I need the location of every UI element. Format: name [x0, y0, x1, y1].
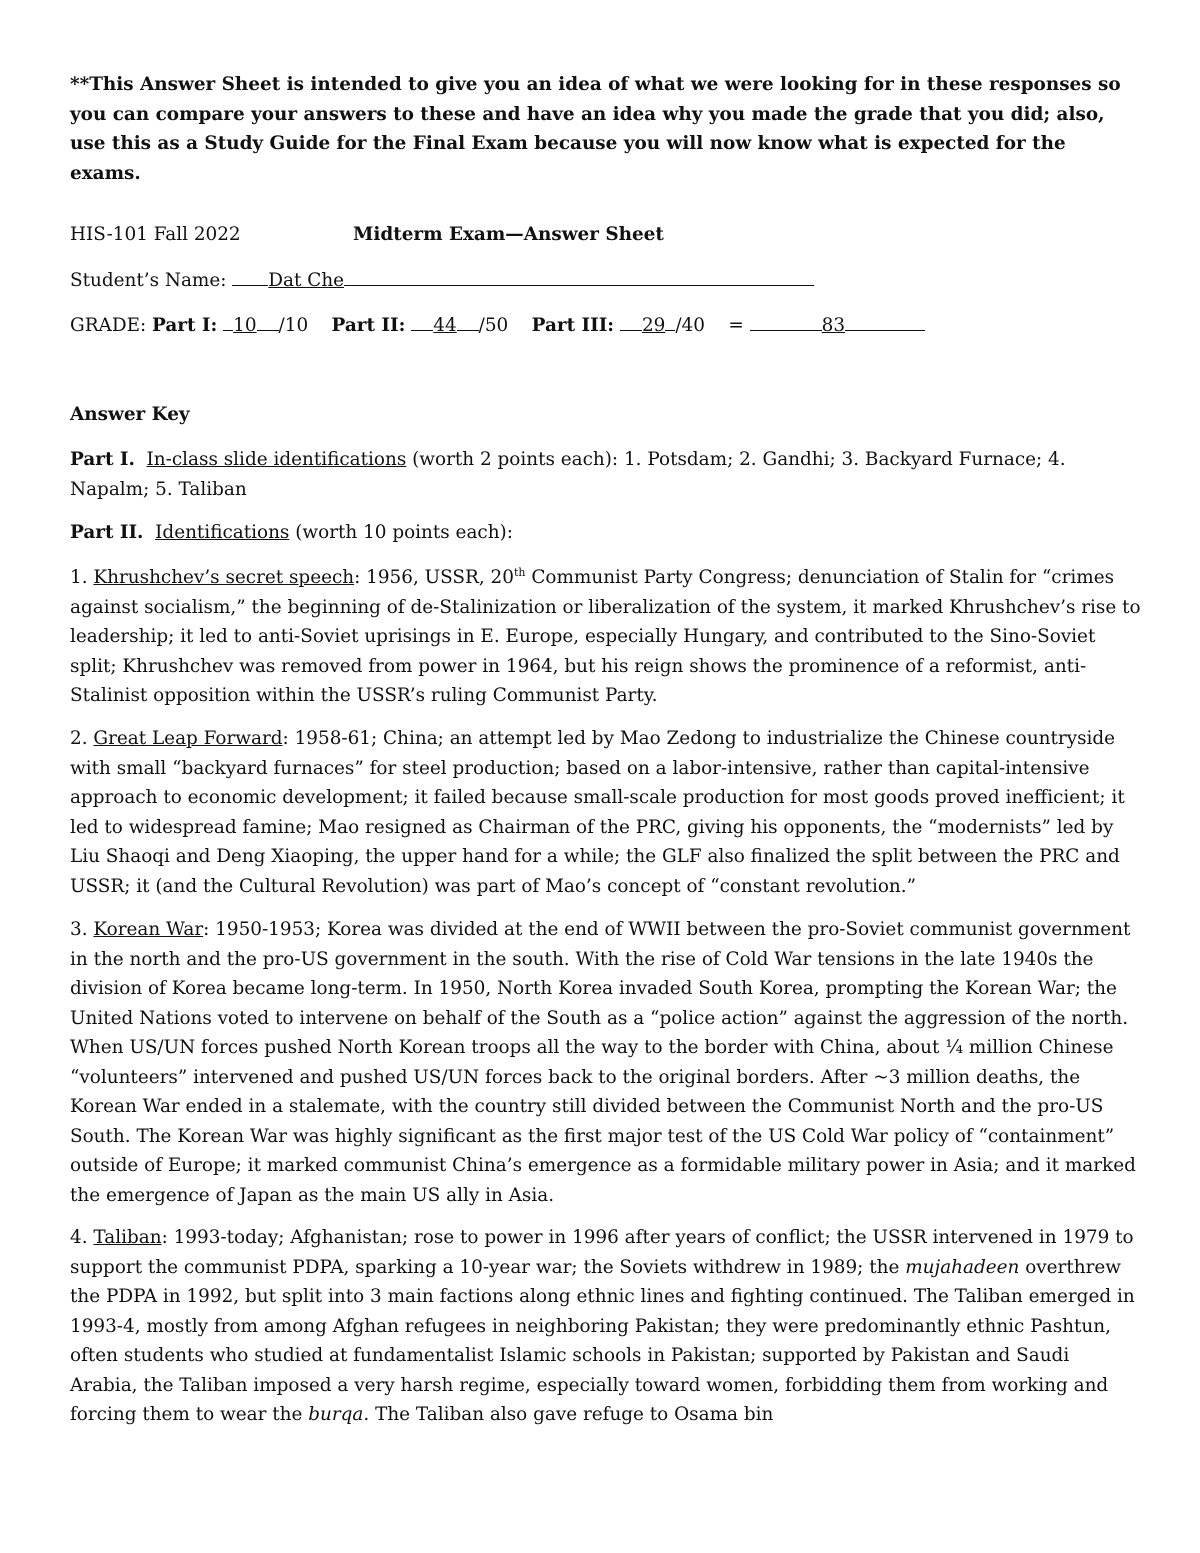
name-blank-right [344, 265, 814, 286]
grade-total-blank-right [845, 310, 925, 331]
item-term: Taliban [93, 1227, 162, 1248]
grade-part1-score: 10 [233, 315, 257, 336]
grade-part2-label: Part II: [331, 315, 406, 336]
student-name-value: Dat Che [268, 270, 345, 291]
item-text: : 1956, USSR, 20 [354, 567, 514, 588]
grade-part3-total: /40 [675, 315, 705, 336]
item-number: 4. [70, 1227, 88, 1248]
part2-heading [70, 518, 1142, 548]
grade-label: GRADE: [70, 315, 147, 336]
exam-title: Midterm Exam—Answer Sheet [353, 224, 664, 245]
intro-notice: **This Answer Sheet is intended to give you an idea of what we were looking for in these responses so you can compare your answers to these and have an idea why you made the grade that you did; also, use this as a Study Guide for the Final Exam because you will now know what is expected for the exams. [70, 74, 1121, 184]
grade-part2-blank-right [457, 310, 479, 331]
header-line [70, 220, 664, 250]
answer-item-2 [70, 724, 1142, 901]
part2-label: Part II. [70, 522, 144, 543]
part1-label: Part I. [70, 449, 135, 470]
item-emphasis: mujahadeen [905, 1256, 1020, 1278]
student-name-line [70, 265, 814, 296]
grade-total: 83 [821, 315, 846, 336]
item-emphasis: burqa [308, 1404, 364, 1425]
item-term: Khrushchev’s secret speech [93, 567, 355, 588]
grade-line [70, 310, 925, 341]
grade-part3-blank-right [665, 310, 675, 331]
item-number: 2. [70, 728, 88, 749]
part1-answers [70, 445, 1142, 504]
grade-part1-blank-left [223, 310, 233, 331]
answer-item-1 [70, 563, 1142, 711]
item-term: Korean War [93, 919, 204, 940]
item-text-continued: Communist Party Congress; denunciation of Stalin for “crimes against socialism,” the beginning of de-Stalinization or liberalization of the system, it marked Khrushchev’s rise to leadership; it led to anti-Soviet uprisings in E. Europe, especially Hungary, and contributed to the Sino-Soviet split; Khrushchev was removed from power in 1964, but his reign shows the prominence of a reformist, anti-Stalinist opposition within the USSR’s ruling Communist Party. [70, 567, 1141, 706]
grade-total-blank-left [750, 310, 822, 331]
student-name-label: Student’s Name: [70, 270, 227, 291]
course-label: HIS-101 Fall 2022 [70, 224, 241, 245]
item-text-continued: overthrew the PDPA in 1992, but split into 3 main factions along ethnic lines and fighting continued. The Taliban emerged in 1993-4, mostly from among Afghan refugees in neighboring Pakistan; they were predominantly ethnic Pashtun, often students who studied at fundamentalist Islamic schools in Pakistan; supported by Pakistan and Saudi Arabia, the Taliban imposed a very harsh regime, especially toward women, forbidding them from working and forcing them to wear the [70, 1256, 1135, 1425]
answer-key-heading: Answer Key [70, 404, 190, 425]
grade-part2-score: 44 [433, 315, 457, 336]
item-text-end: . The Taliban also gave refuge to Osama bin [363, 1404, 774, 1425]
item-text: : 1993-today; Afghanistan; rose to power in 1996 after years of conflict; the USSR intervened in 1979 to support the communist PDPA, sparking a 10-year war; the Soviets withdrew in 1989; the [70, 1227, 1134, 1278]
part1-topic: In-class slide identifications [146, 449, 407, 470]
part1-text: (worth 2 points each): 1. Potsdam; 2. Gandhi; 3. Backyard Furnace; 4. Napalm; 5. Taliban [70, 449, 1066, 500]
item-text: : 1958-61; China; an attempt led by Mao Zedong to industrialize the Chinese countryside with small “backyard furnaces” for steel production; based on a labor-intensive, rather than capital-intensive approach to economic development; it failed because small-scale production for most goods proved inefficient; it led to widespread famine; Mao resigned as Chairman of the PRC, giving his opponents, the “modernists” led by Liu Shaoqi and Deng Xiaoping, the upper hand for a while; the GLF also finalized the split between the PRC and USSR; it (and the Cultural Revolution) was part of Mao’s concept of “constant revolution.” [70, 728, 1125, 897]
grade-equals: = [728, 315, 744, 336]
item-term: Great Leap Forward [93, 728, 283, 749]
item-superscript: th [513, 565, 526, 579]
grade-part1-blank-right [257, 310, 279, 331]
grade-part2-total: /50 [478, 315, 509, 336]
grade-part3-score: 29 [641, 315, 666, 336]
answer-item-3 [70, 915, 1142, 1210]
name-blank-left [232, 265, 268, 286]
item-number: 1. [70, 567, 88, 588]
item-number: 3. [70, 919, 88, 940]
answer-item-4 [70, 1223, 1142, 1430]
grade-part3-blank-left [620, 310, 642, 331]
grade-part3-label: Part III: [531, 315, 615, 336]
part2-text: (worth 10 points each): [289, 522, 513, 543]
grade-part1-label: Part I: [152, 315, 218, 336]
grade-part1-total: /10 [278, 315, 309, 336]
part2-topic: Identifications [155, 522, 290, 543]
grade-part2-blank-left [411, 310, 433, 331]
item-text: : 1950-1953; Korea was divided at the end of WWII between the pro-Soviet communist government in the north and the pro-US government in the south. With the rise of Cold War tensions in the late 1940s the division of Korea became long-term. In 1950, North Korea invaded South Korea, prompting the Korean War; the United Nations voted to intervene on behalf of the South as a “police action” against the aggression of the north. When US/UN forces pushed North Korean troops all the way to the border with China, about ¼ million Chinese “volunteers” intervened and pushed US/UN forces back to the original borders. After ~3 million deaths, the Korean War ended in a stalemate, with the country still divided between the Communist North and the pro-US South. The Korean War was highly significant as the first major test of the US Cold War policy of “containment” outside of Europe; it marked communist China’s emergence as a formidable military power in Asia; and it marked the emergence of Japan as the main US ally in Asia. [70, 919, 1136, 1206]
